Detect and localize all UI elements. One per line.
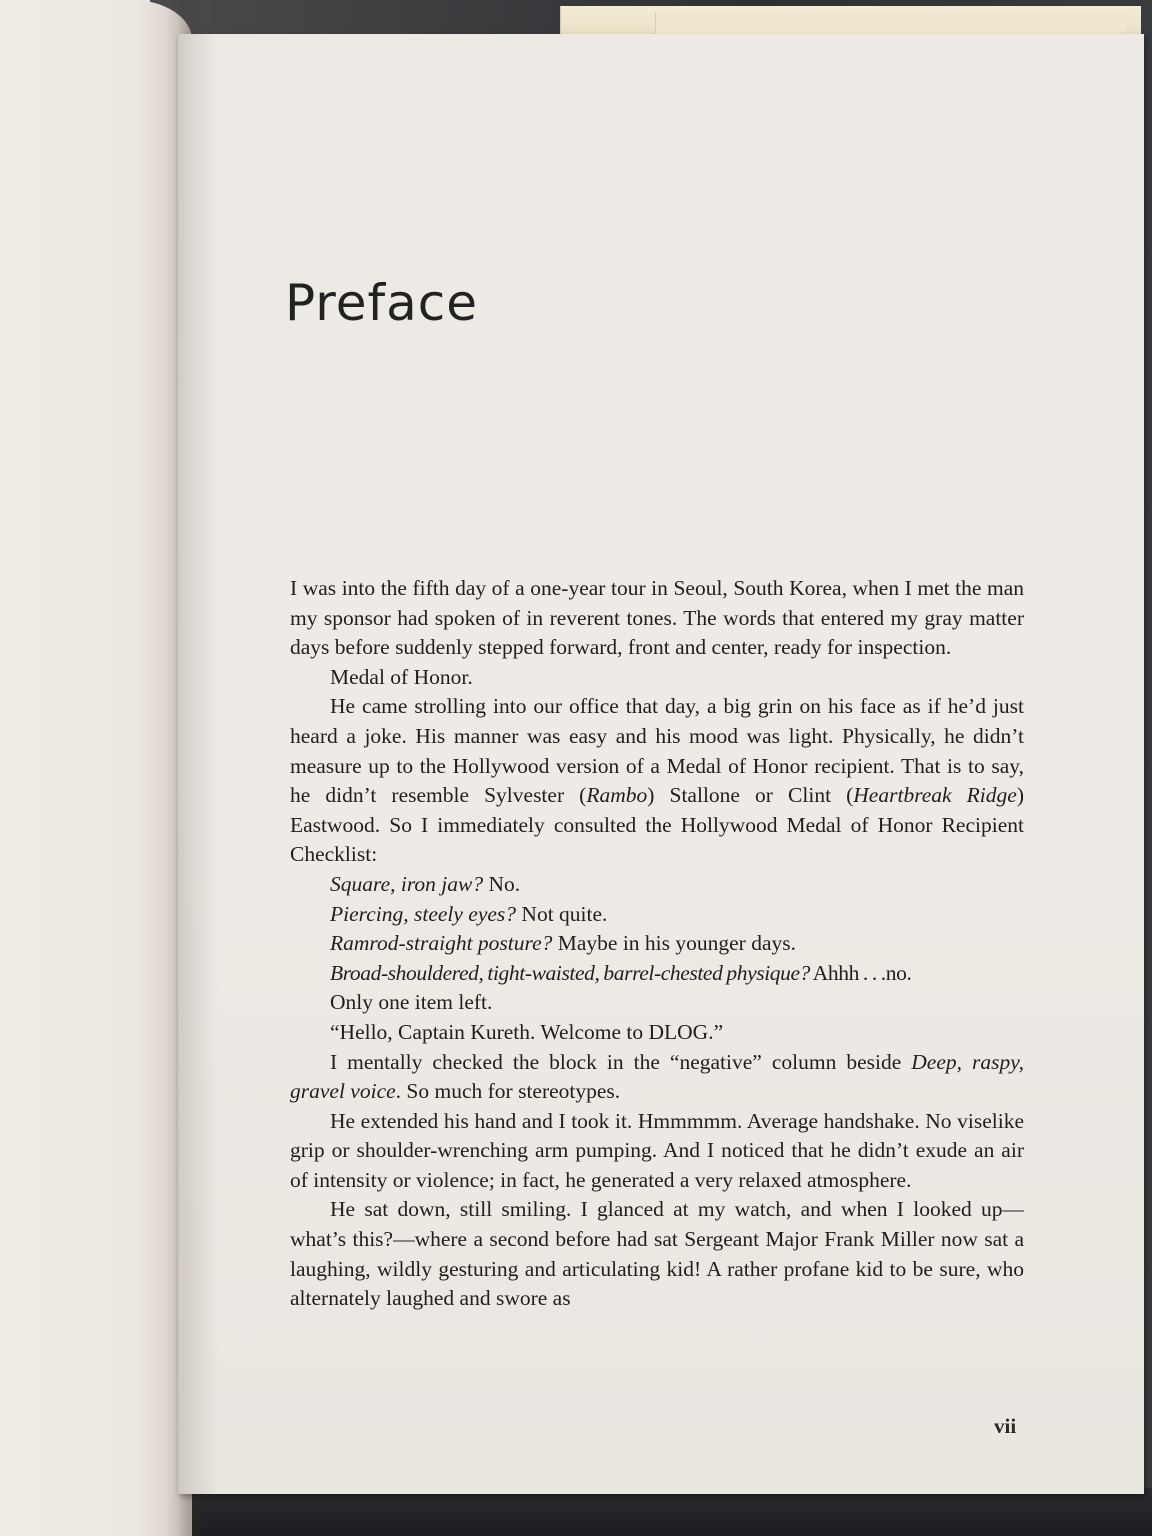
paragraph-3-text-e: ) Eastwood. So I immediately consulted the Hollywood Medal of Honor Recipient Checklist: [290, 783, 1024, 867]
paragraph-7-text-a: I mentally checked the block in the “negative” column beside [330, 1049, 912, 1074]
paragraph-3 [290, 692, 1024, 870]
checklist-answer-1: No. [483, 871, 521, 896]
paragraph-2: Medal of Honor. [330, 664, 473, 689]
paragraph-3-text-a: He came strolling into our office that day, a big grin on his face as if he’d just heard a joke. His manner was easy and his mood was light. Physically, he didn’t measure up to the Hollywood version of a Medal of Honor recipient. That is to say, he didn’t resemble Sylvester ( [290, 694, 1024, 808]
paragraph-9: He sat down, still smiling. I glanced at my watch, and when I looked up—what’s this?—where a second before had sat Sergeant Major Frank Miller now sat a laughing, wildly gesturing and articulating kid! A rather profane kid to be sure, who alternately laughed and swore as [290, 1197, 1024, 1311]
checklist-item-1 [290, 870, 1024, 900]
paragraph-7 [290, 1048, 1024, 1107]
page-title: Preface [285, 274, 478, 332]
cover-bottom-edge [150, 1488, 1152, 1536]
paragraph-3-text-c: ) Stallone or Clint ( [647, 783, 854, 808]
paragraph-3-italic-rambo: Rambo [586, 783, 648, 808]
checklist-item-2 [290, 900, 1024, 930]
checklist-answer-3: Maybe in his younger days. [552, 931, 797, 956]
checklist-question-4: Broad-shouldered, tight-waisted, barrel-chested physique? [330, 960, 810, 985]
checklist-question-3: Ramrod-straight posture? [330, 931, 553, 956]
book-page [178, 34, 1144, 1494]
paragraph-6: “Hello, Captain Kureth. Welcome to DLOG.” [330, 1019, 724, 1044]
checklist-question-1: Square, iron jaw? [330, 871, 484, 896]
paragraph-7-italic-voice: Deep, raspy, gravel voice [290, 1049, 1024, 1104]
paragraph-1: I was into the fifth day of a one-year tour in Seoul, South Korea, when I met the man my sponsor had spoken of in reverent tones. The words that entered my gray matter days before suddenly stepped forward, front and center, ready for inspection. [290, 576, 1024, 660]
checklist-answer-4: Ahhh . . .no. [809, 960, 912, 985]
preface-body [290, 574, 1024, 1314]
checklist-item-3 [290, 929, 1024, 959]
paragraph-7-text-c: . So much for stereotypes. [395, 1079, 621, 1104]
left-facing-page [0, 0, 192, 1536]
paragraph-5: Only one item left. [330, 990, 493, 1015]
page-number: vii [994, 1414, 1017, 1438]
gutter-shade [178, 34, 218, 1494]
checklist-answer-2: Not quite. [516, 901, 608, 926]
paragraph-8: He extended his hand and I took it. Hmmmmm. Average handshake. No viselike grip or shoulder-wrenching arm pumping. And I noticed that he didn’t exude an air of intensity or violence; in fact, he generated a very relaxed atmosphere. [290, 1108, 1024, 1192]
paragraph-3-italic-heartbreak: Heartbreak Ridge [853, 783, 1017, 808]
checklist-question-2: Piercing, steely eyes? [330, 901, 517, 926]
checklist-item-4 [290, 959, 1024, 989]
